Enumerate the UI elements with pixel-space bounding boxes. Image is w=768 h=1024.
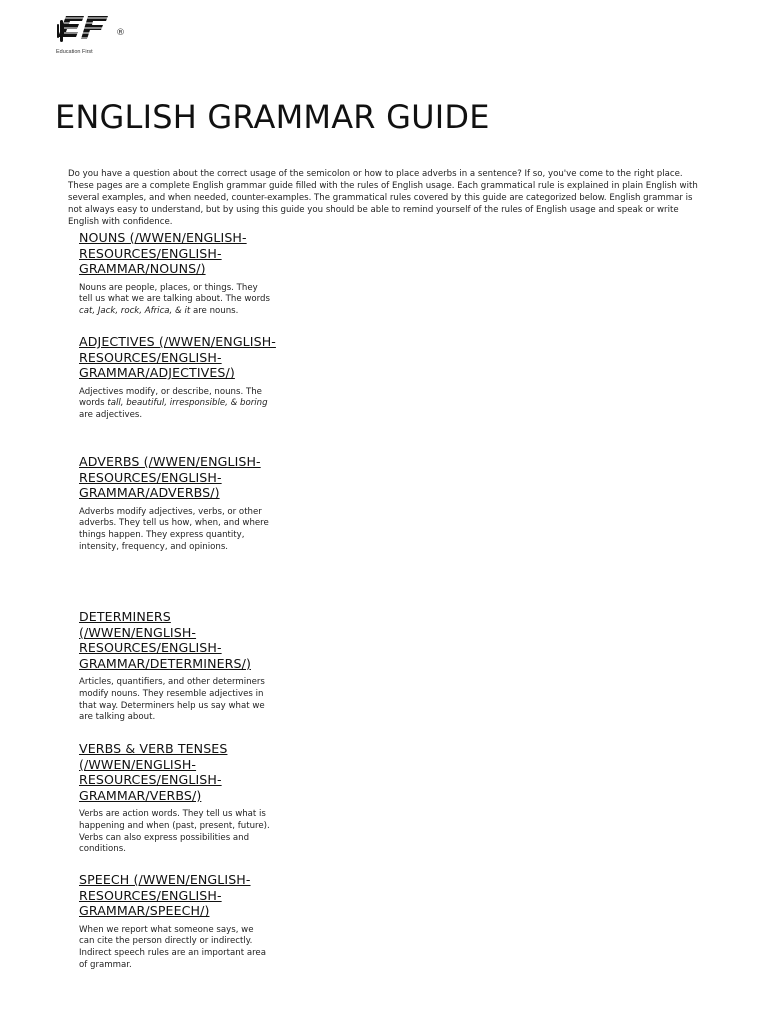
intro-paragraph: Do you have a question about the correct usage of the semicolon or how to place adverbs in a sentence? If so, you've come to the right place. These pages are a complete English grammar guide filled with the rules of English usage. Each grammatical rule is explained in plain English with several examples, and when needed, counter-examples. The grammatical rules covered by this guide are categorized below. English grammar is not always easy to understand, but by using this guide you should be able to remind yourself of the rules of English usage and speak or write English with confidence. (68, 169, 698, 227)
nouns-description (79, 283, 271, 318)
adjectives-link[interactable]: ADJECTIVES (/WWEN/ENGLISH-RESOURCES/ENGLISH-GRAMMAR/ADJECTIVES/) (79, 334, 276, 381)
section-adjectives (79, 334, 279, 422)
section-nouns (79, 230, 279, 318)
nouns-desc-text: Nouns are people, places, or things. They tell us what we are talking about. The words (79, 282, 270, 305)
logo-subtitle: Education First (56, 49, 93, 55)
nouns-examples: cat, Jack, rock, Africa, & it (79, 305, 191, 316)
section-determiners (79, 609, 279, 724)
ef-logo-mark-icon (56, 14, 114, 48)
adjectives-desc-text: Adjectives modify, or describe, nouns. The words (79, 386, 262, 409)
adjectives-desc-end: are adjectives. (79, 409, 143, 420)
speech-link[interactable]: SPEECH (/WWEN/ENGLISH-RESOURCES/ENGLISH-GRAMMAR/SPEECH/) (79, 872, 251, 919)
nouns-link[interactable]: NOUNS (/WWEN/ENGLISH-RESOURCES/ENGLISH-GRAMMAR/NOUNS/) (79, 230, 247, 277)
ef-logo[interactable] (56, 14, 136, 60)
determiners-description: Articles, quantifiers, and other determiners modify nouns. They resemble adjectives in that way. Determiners help us say what we are talking about. (79, 677, 265, 723)
verbs-link[interactable]: VERBS & VERB TENSES (/WWEN/ENGLISH-RESOURCES/ENGLISH-GRAMMAR/VERBS/) (79, 741, 228, 803)
speech-description: When we report what someone says, we can cite the person directly or indirectly. Indirect speech rules are an important area of grammar. (79, 924, 266, 970)
section-speech (79, 872, 279, 971)
determiners-link[interactable]: DETERMINERS (/WWEN/ENGLISH-RESOURCES/ENGLISH-GRAMMAR/DETERMINERS/) (79, 609, 251, 671)
adverbs-description: Adverbs modify adjectives, verbs, or other adverbs. They tell us how, when, and where things happen. They express quantity, intensity, frequency, and opinions. (79, 506, 269, 552)
page-title: ENGLISH GRAMMAR GUIDE (55, 98, 490, 136)
registered-mark: ® (116, 28, 125, 38)
section-adverbs (79, 454, 279, 553)
nouns-desc-end: are nouns. (190, 305, 239, 316)
section-verbs (79, 741, 279, 856)
adjectives-examples: tall, beautiful, irresponsible, & boring (107, 398, 268, 409)
adjectives-description (79, 387, 271, 422)
verbs-description: Verbs are action words. They tell us what is happening and when (past, present, future). Verbs can also express possibilities and conditions. (79, 809, 270, 855)
adverbs-link[interactable]: ADVERBS (/WWEN/ENGLISH-RESOURCES/ENGLISH-GRAMMAR/ADVERBS/) (79, 454, 261, 501)
